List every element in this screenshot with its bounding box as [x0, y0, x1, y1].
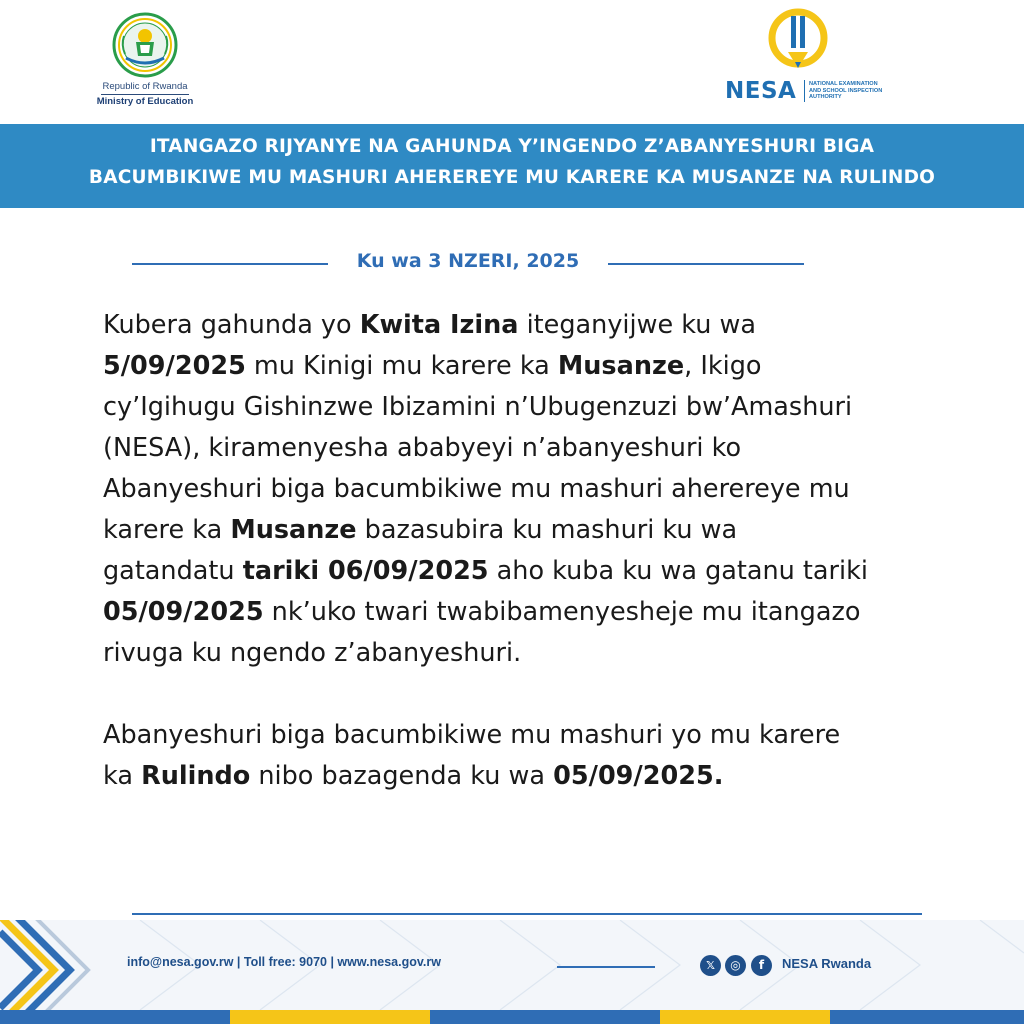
body-paragraph-2	[103, 715, 983, 797]
title-banner	[0, 124, 1024, 208]
x-icon[interactable]: 𝕏	[700, 955, 721, 976]
nesa-acronym: NESA	[725, 78, 797, 104]
emphasized-text: 5/09/2025	[103, 351, 246, 381]
body-text-segment: mu Kinigi mu karere ka	[245, 351, 558, 381]
stripe-blue-2	[430, 1010, 660, 1024]
stripe-yellow-2	[660, 1010, 830, 1024]
body-text-segment: karere ka	[103, 515, 231, 545]
body-line	[103, 756, 983, 797]
body-line	[103, 387, 983, 428]
ministry-country-label: Republic of Rwanda	[102, 81, 188, 92]
date-rule-left	[132, 263, 328, 265]
footer-contact-info[interactable]: info@nesa.gov.rw | Toll free: 9070 | www.nesa.gov.rw	[127, 955, 441, 969]
body-text-segment: bazasubira ku mashuri ku wa	[356, 515, 738, 545]
stripe-blue-1	[0, 1010, 230, 1024]
body-line	[103, 715, 983, 756]
body-text-segment: aho kuba ku wa gatanu tariki	[488, 556, 868, 586]
body-text-segment: nibo bazagenda ku wa	[250, 761, 554, 791]
emphasized-text: Musanze	[557, 351, 685, 381]
facebook-icon[interactable]: f	[751, 955, 772, 976]
emphasized-text: Kwita Izina	[359, 310, 519, 340]
emphasized-text: 05/09/2025.	[553, 761, 724, 791]
nesa-pencil-mark-icon	[766, 8, 830, 82]
announcement-body	[103, 305, 983, 797]
nesa-full-name: NATIONAL EXAMINATION AND SCHOOL INSPECTION AUTHORITY	[809, 81, 883, 101]
body-line	[103, 305, 983, 346]
body-text-segment: gatandatu	[103, 556, 243, 586]
banner-title-line-1: ITANGAZO RIJYANYE NA GAHUNDA Y’INGENDO Z’ABANYESHURI BIGA	[149, 136, 875, 157]
body-text-segment: , Ikigo	[684, 351, 762, 381]
footer-divider	[557, 966, 655, 968]
coat-of-arms-icon	[112, 12, 178, 78]
ministry-divider	[101, 94, 189, 95]
body-text-segment: iteganyijwe ku wa	[518, 310, 756, 340]
body-text-segment: Abanyeshuri biga bacumbikiwe mu mashuri aherereye mu	[103, 474, 850, 504]
body-line	[103, 551, 983, 592]
bottom-color-stripe	[0, 1010, 1024, 1024]
body-text-segment: nk’uko twari twabibamenyesheje mu itangazo	[263, 597, 861, 627]
paragraph-gap	[103, 674, 983, 715]
banner-title-line-2: BACUMBIKIWE MU MASHURI AHEREREYE MU KARERE KA MUSANZE NA RULINDO	[88, 167, 936, 188]
announcement-date: Ku wa 3 NZERI, 2025	[356, 250, 580, 272]
imigongo-chevron-ornament	[0, 920, 88, 1010]
footer-top-rule	[132, 913, 922, 915]
body-text-segment: Abanyeshuri biga bacumbikiwe mu mashuri yo mu karere	[103, 720, 841, 750]
body-text-segment: ka	[103, 761, 142, 791]
emphasized-text: tariki 06/09/2025	[242, 556, 489, 586]
social-handle[interactable]: NESA Rwanda	[782, 956, 872, 971]
nesa-logo	[722, 8, 897, 108]
body-text-segment: Kubera gahunda yo	[103, 310, 360, 340]
body-line	[103, 346, 983, 387]
body-line	[103, 428, 983, 469]
body-paragraph-1	[103, 305, 983, 674]
body-line	[103, 469, 983, 510]
body-line	[103, 633, 983, 674]
ministry-of-education-logo	[95, 8, 195, 110]
stripe-blue-3	[830, 1010, 1024, 1024]
body-text-segment: cy’Igihugu Gishinzwe Ibizamini n’Ubugenzuzi bw’Amashuri	[103, 392, 853, 422]
ministry-name-label: Ministry of Education	[96, 96, 194, 107]
emphasized-text: Musanze	[230, 515, 357, 545]
instagram-icon[interactable]: ◎	[725, 955, 746, 976]
body-line	[103, 510, 983, 551]
date-rule-right	[608, 263, 804, 265]
body-line	[103, 592, 983, 633]
body-text-segment: (NESA), kiramenyesha ababyeyi n’abanyeshuri ko	[103, 433, 742, 463]
body-text-segment: rivuga ku ngendo z’abanyeshuri.	[103, 638, 522, 668]
emphasized-text: 05/09/2025	[103, 597, 264, 627]
nesa-divider	[804, 80, 805, 102]
stripe-yellow-1	[230, 1010, 430, 1024]
emphasized-text: Rulindo	[141, 761, 251, 791]
